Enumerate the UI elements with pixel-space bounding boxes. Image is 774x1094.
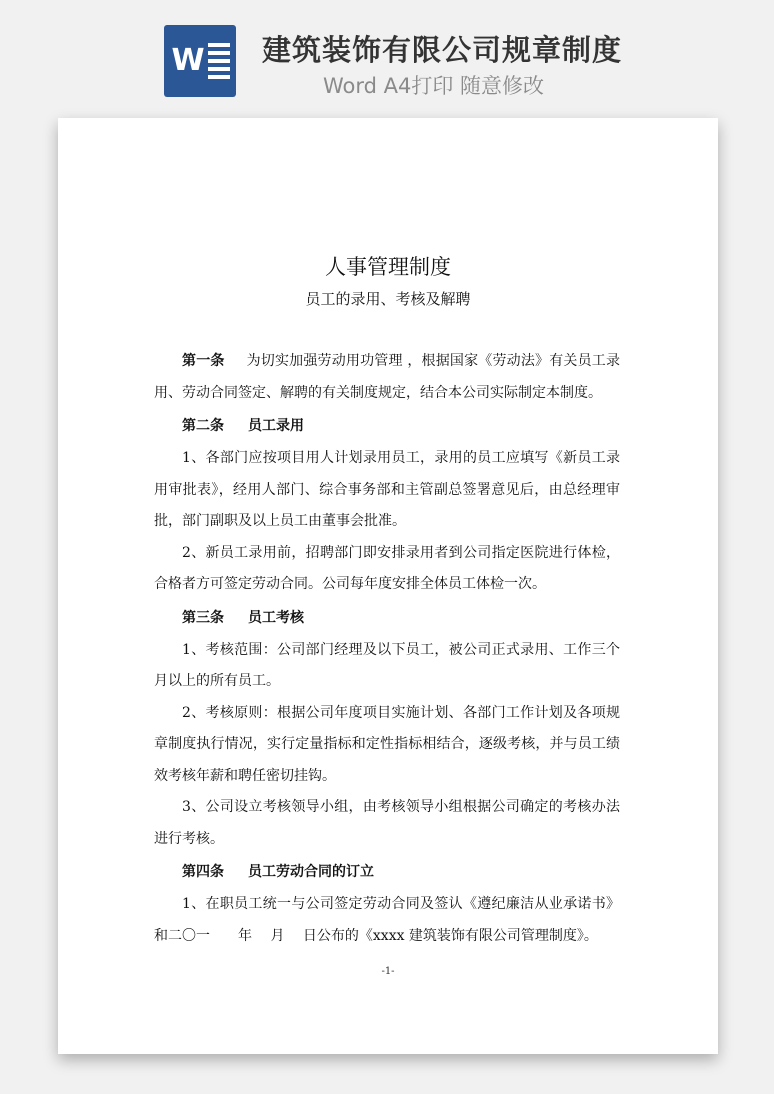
article-3-p3: 3、公司设立考核领导小组，由考核领导小组根据公司确定的考核办法进行考核。 [154,799,620,847]
document-title: 人事管理制度 [325,255,451,279]
article-4-p1: 1、在职员工统一与公司签定劳动合同及签认《遵纪廉洁从业承诺书》和二〇一 年 月 日公布的《xxxx 建筑装饰有限公司管理制度》。 [154,896,620,944]
document-body [154,346,620,952]
article-2-p2: 2、新员工录用前，招聘部门即安排录用者到公司指定医院进行体检，合格者方可签定劳动合同。公司每年度安排全体员工体检一次。 [154,544,620,592]
article-2-heading [154,409,620,443]
article-2-title: 员工录用 [248,418,304,434]
document-subtitle: 员工的录用、考核及解聘 [305,290,471,308]
article-3-p2: 2、考核原则：根据公司年度项目实施计划、各部门工作计划及各项规章制度执行情况，实行定量指标和定性指标相结合，逐级考核，并与员工绩效考核年薪和聘任密切挂钩。 [154,704,620,784]
word-document-icon [164,25,236,97]
document-page [58,118,718,1054]
article-4-title: 员工劳动合同的订立 [248,864,374,880]
article-1-label: 第一条 [182,353,225,369]
banner [0,0,774,118]
banner-title: 建筑装饰有限公司规章制度 [262,33,623,67]
article-3-title: 员工考核 [248,609,304,626]
word-icon-letter: W [171,43,205,78]
page-number: -1- [381,966,395,977]
article-4-label: 第四条 [182,864,224,880]
article-3-p1: 1、考核范围：公司部门经理及以下员工，被公司正式录用、工作三个月以上的所有员工。 [154,641,620,689]
article-1 [154,346,620,409]
banner-subtitle: Word A4打印 随意修改 [323,74,545,98]
article-3-label: 第三条 [182,609,224,626]
article-3-heading [154,601,620,635]
article-2-label: 第二条 [182,418,224,434]
word-icon-lines [208,43,230,83]
article-4-heading [154,855,620,889]
article-2-p1: 1、各部门应按项目用人计划录用员工，录用的员工应填写《新员工录用审批表》，经用人部门、综合事务部和主管副总签署意见后，由总经理审批，部门副职及以上员工由董事会批准。 [154,450,620,529]
article-1-text: 为切实加强劳动用功管理 ，根据国家《劳动法》有关员工录用、劳动合同签定、解聘的有关制度规定，结合本公司实际制定本制度。 [154,353,620,401]
